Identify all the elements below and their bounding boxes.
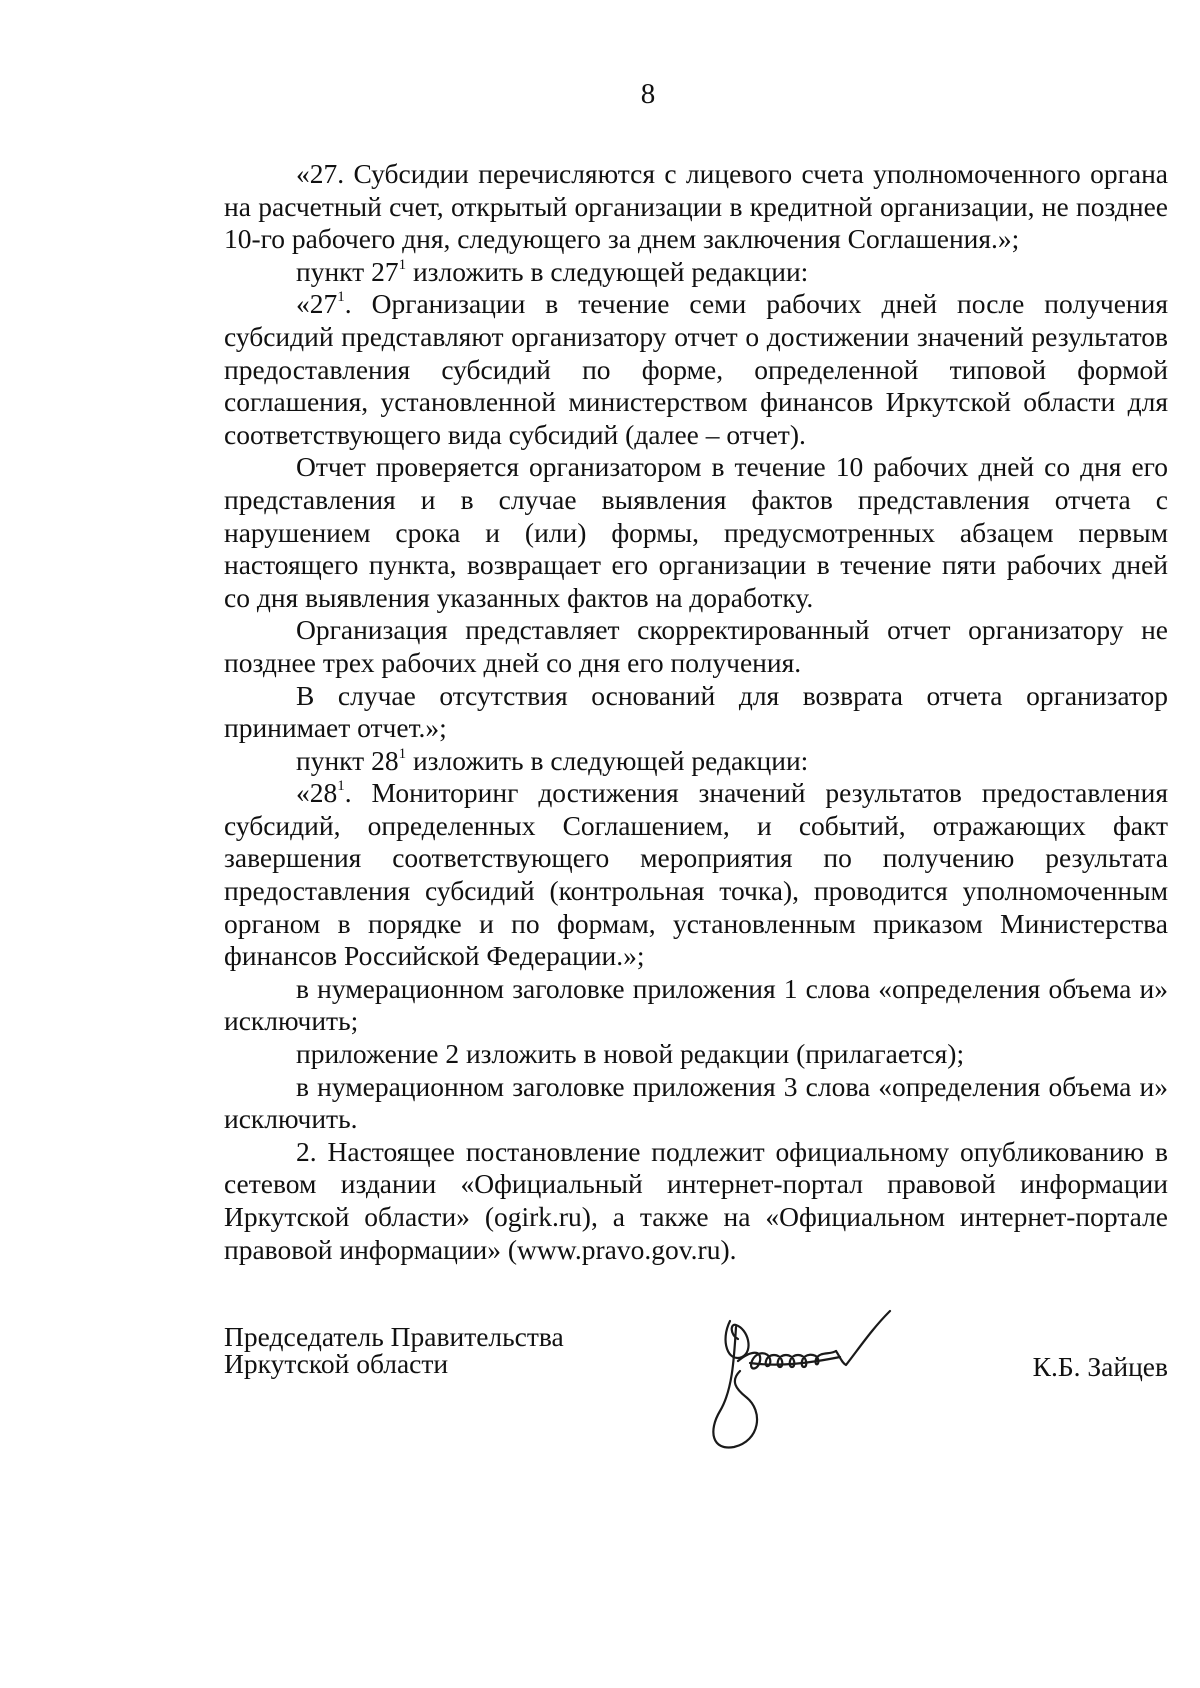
paragraph-report-check: Отчет проверяется организатором в течение 10 рабочих дней со дня его представления и в случае выявления фактов представления отчета с нарушением срока и (или) формы, предусмотренных абзацем первым настоящего пункта, возвращает его организации в течение пяти рабочих дней со дня выявления указанных фактов на доработку. <box>224 451 1168 613</box>
handwritten-signature <box>690 1301 940 1451</box>
superscript: 1 <box>398 745 407 762</box>
paragraph-text: . Организации в течение семи рабочих дней после получения субсидий представляют организатору отчет о достижении значений результатов предоставления субсидий по форме, определенной типовой формой соглашения, установленной министерством финансов Иркутской области для соответствующего вида субсидий (далее – отчет). <box>224 288 1168 450</box>
paragraph-amend-item-27-1 <box>224 256 1168 289</box>
paragraph-text: пункт 28 <box>296 744 399 776</box>
document-body <box>224 158 1168 1266</box>
paragraph-text: изложить в следующей редакции: <box>406 255 809 287</box>
signer-title-line: Иркутской области <box>224 1348 449 1379</box>
paragraph-report-correction: Организация представляет скорректированный отчет организатору не позднее трех рабочих дней со дня его получения. <box>224 614 1168 678</box>
paragraph-text: изложить в следующей редакции: <box>406 744 809 776</box>
paragraph-amend-item-28-1 <box>224 745 1168 778</box>
paragraph-text: . Мониторинг достижения значений результатов предоставления субсидий, определенных Соглашением, и событий, отражающих факт завершения соответствующего мероприятия по получению результата предоставления субсидий (контрольная точка), проводится уполномоченным органом в порядке и по формам, установленным приказом Министерства финансов Российской Федерации.»; <box>224 777 1168 972</box>
signer-title-line: Председатель Правительства <box>224 1321 564 1352</box>
signature-block <box>224 1323 1168 1443</box>
signer-title <box>224 1323 564 1377</box>
superscript: 1 <box>337 778 345 795</box>
paragraph-report-accept: В случае отсутствия оснований для возврата отчета организатор принимает отчет.»; <box>224 679 1168 744</box>
paragraph-appendix-3: в нумерационном заголовке приложения 3 слова «определения объема и» исключить. <box>224 1070 1168 1135</box>
paragraph-text: «27 <box>296 288 338 320</box>
paragraph-item-27: «27. Субсидии перечисляются с лицевого счета уполномоченного органа на расчетный счет, открытый организации в кредитной организации, не позднее 10-го рабочего дня, следующего за днем заключения Соглашения.»; <box>224 158 1168 255</box>
paragraph-item-28-1 <box>224 777 1168 973</box>
paragraph-publication: 2. Настоящее постановление подлежит официальному опубликованию в сетевом издании «Официальный интернет-портал правовой информации Иркутской области» (ogirk.ru), а также на «Официальном интернет-портале правовой информации» (www.pravo.gov.ru). <box>224 1135 1168 1265</box>
paragraph-text: пункт 27 <box>296 255 399 287</box>
superscript: 1 <box>398 256 407 273</box>
page-number: 8 <box>640 78 656 110</box>
superscript: 1 <box>337 289 345 306</box>
paragraph-appendix-1: в нумерационном заголовке приложения 1 слова «определения объема и» исключить; <box>224 972 1168 1037</box>
paragraph-text: «28 <box>296 777 338 809</box>
paragraph-appendix-2: приложение 2 изложить в новой редакции (прилагается); <box>296 1038 965 1070</box>
signer-name: К.Б. Зайцев <box>1032 1351 1168 1382</box>
paragraph-item-27-1 <box>224 288 1168 451</box>
